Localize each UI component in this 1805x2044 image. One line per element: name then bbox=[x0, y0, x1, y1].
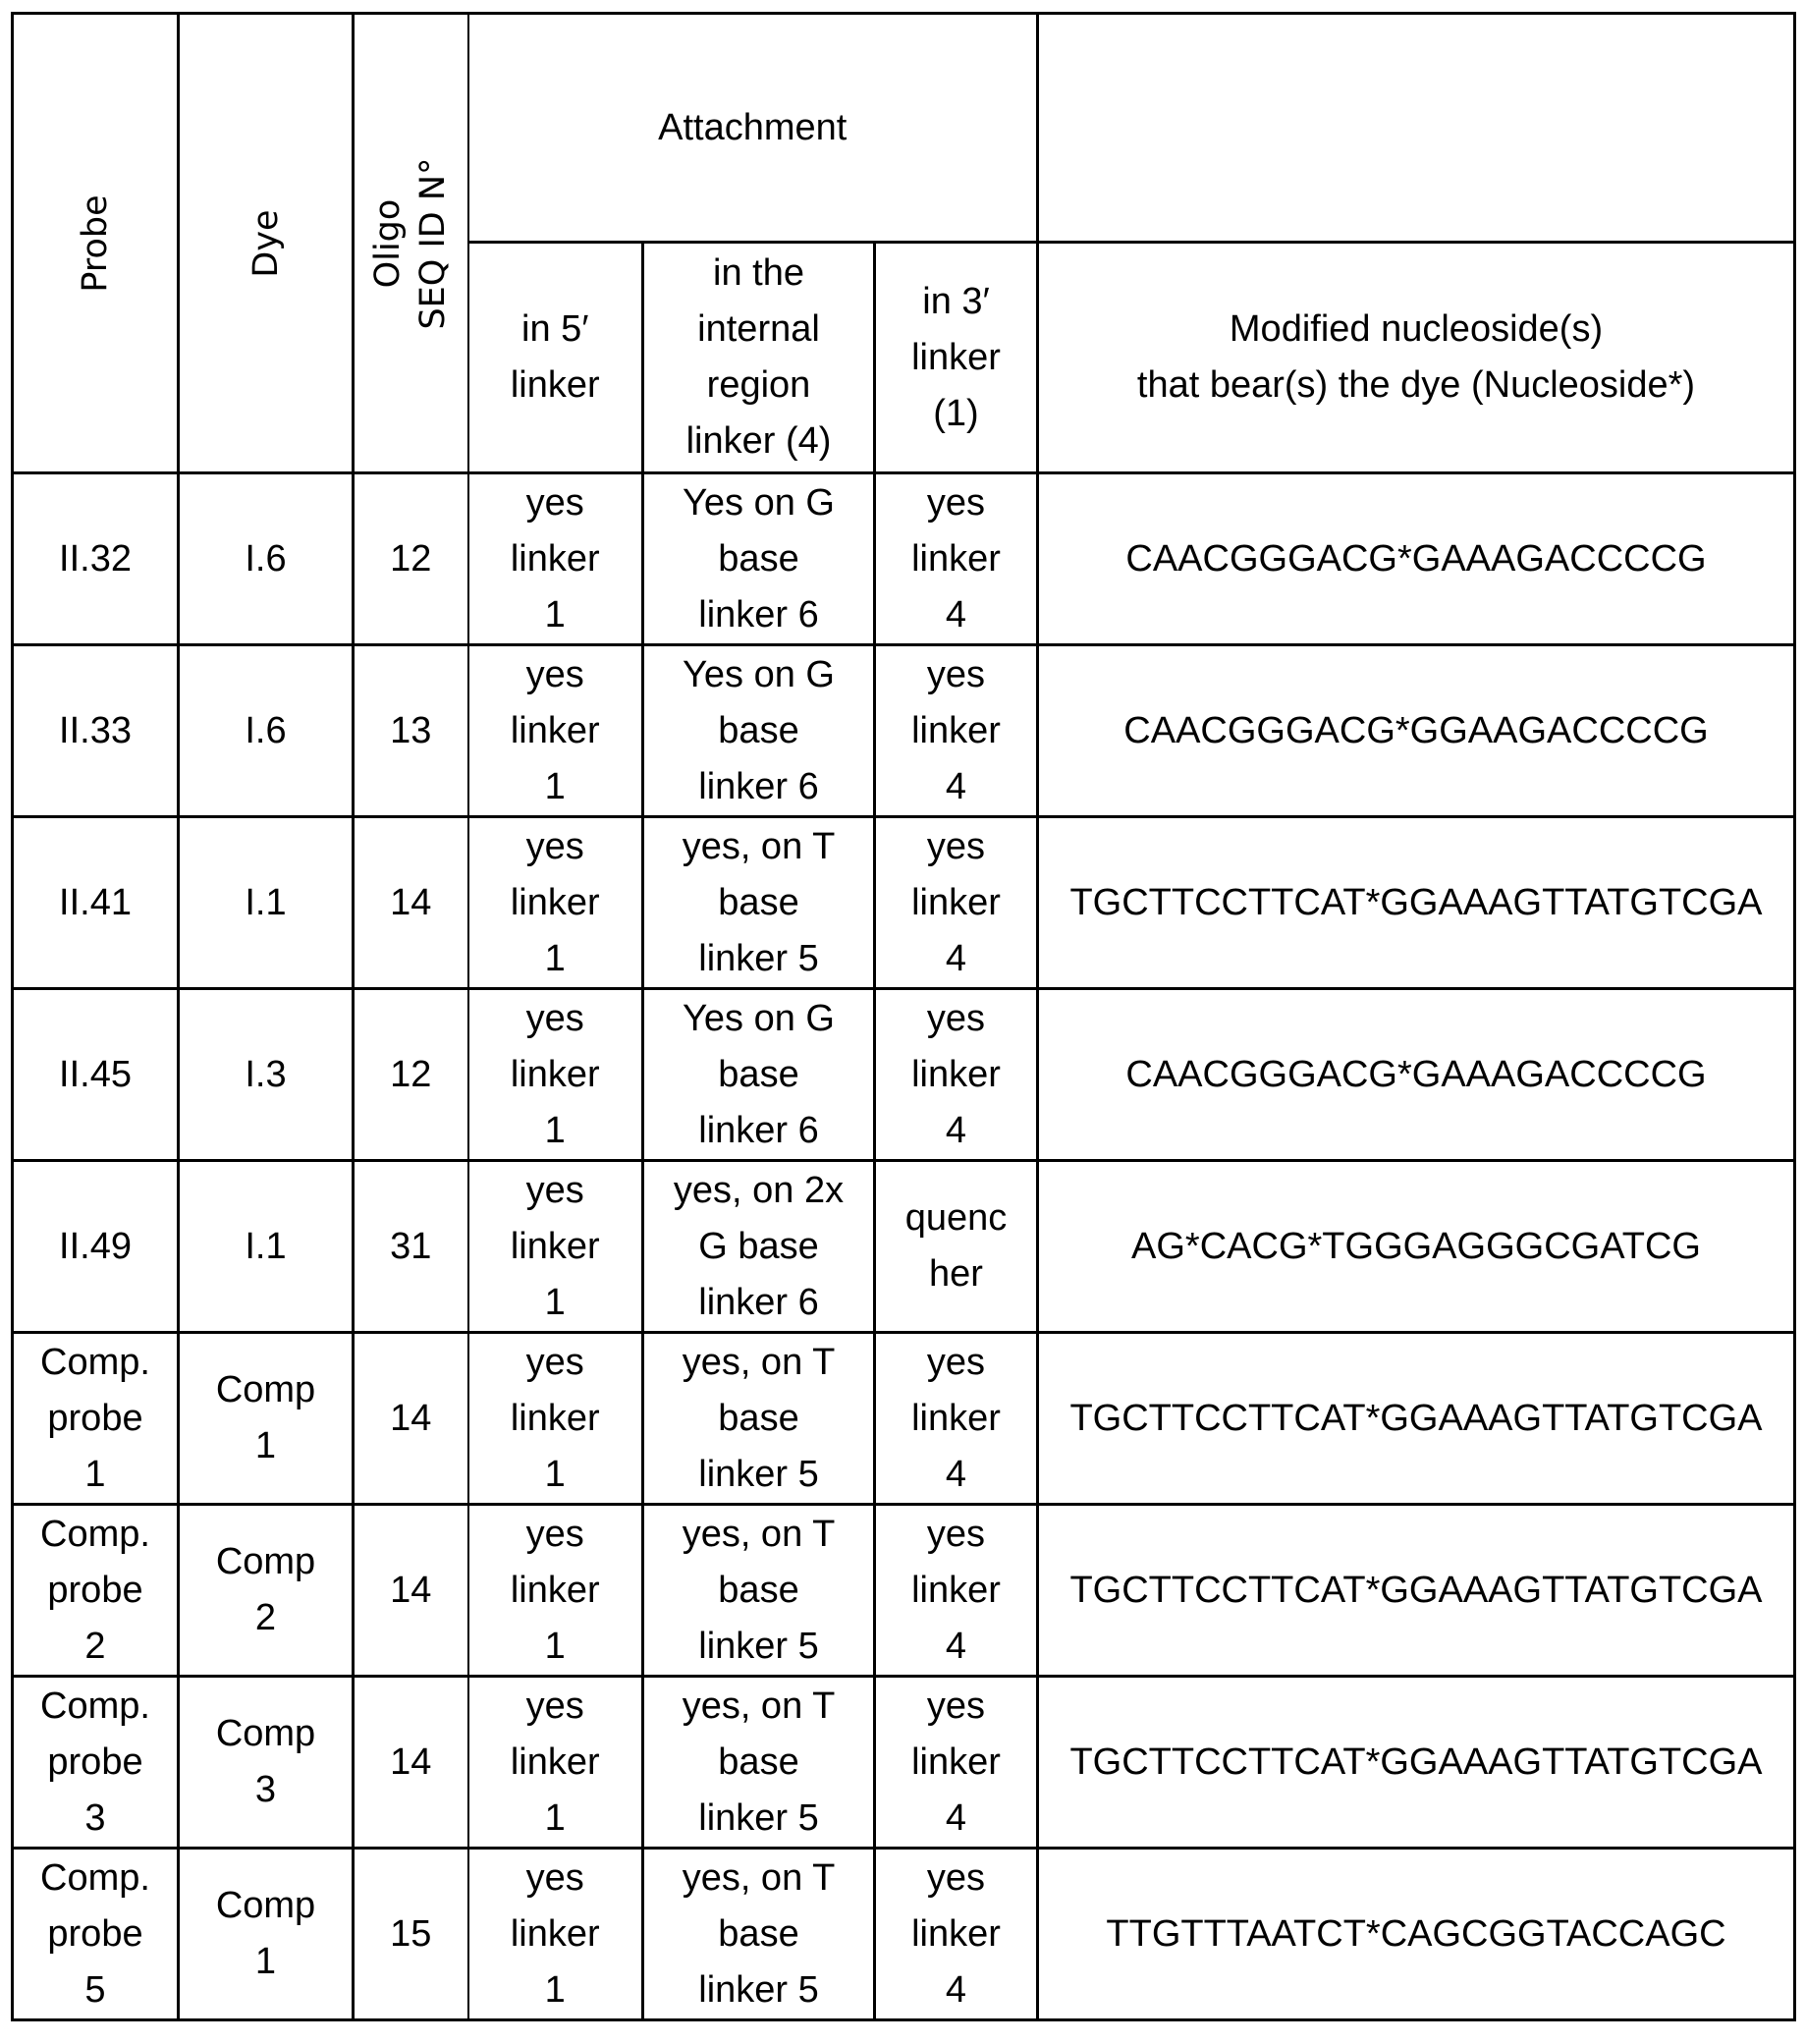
table-row bbox=[13, 645, 1795, 817]
cell-seq-id bbox=[354, 1505, 468, 1677]
header-blank bbox=[1038, 14, 1795, 243]
cell-sequence bbox=[1038, 1161, 1795, 1333]
table-row bbox=[13, 1161, 1795, 1333]
cell-probe bbox=[13, 1161, 179, 1333]
probe-value: Comp. probe 3 bbox=[40, 1685, 150, 1839]
in3-value: yes linker 4 bbox=[911, 825, 1001, 979]
probe-value: II.45 bbox=[59, 1053, 132, 1095]
cell-internal bbox=[643, 1505, 875, 1677]
cell-in5 bbox=[468, 473, 643, 645]
in3-value: quenc her bbox=[904, 1197, 1008, 1295]
cell-probe bbox=[13, 1333, 179, 1505]
sequence-value: TGCTTCCTTCAT*GGAAAGTTATGTCGA bbox=[1069, 1740, 1763, 1783]
header-oligo-label bbox=[365, 157, 456, 329]
header-row-top bbox=[13, 14, 1795, 243]
table-row bbox=[13, 817, 1795, 989]
header-modified bbox=[1038, 243, 1795, 473]
in5-value: yes linker 1 bbox=[510, 1685, 600, 1839]
internal-value: yes, on T base linker 5 bbox=[682, 1685, 836, 1839]
in5-value: yes linker 1 bbox=[510, 481, 600, 635]
probe-table bbox=[11, 12, 1796, 2021]
sequence-value: TTGTTTAATCT*CAGCGGTACCAGC bbox=[1106, 1912, 1726, 1955]
seq-id-value: 14 bbox=[390, 1397, 432, 1439]
cell-internal bbox=[643, 817, 875, 989]
cell-dye bbox=[179, 1849, 354, 2020]
table-row bbox=[13, 989, 1795, 1161]
cell-in3 bbox=[875, 1677, 1038, 1849]
header-oligo-seq-id bbox=[354, 14, 468, 473]
seq-id-value: 14 bbox=[390, 1569, 432, 1611]
sequence-value: CAACGGGACG*GAAAGACCCCG bbox=[1125, 1053, 1707, 1095]
cell-dye bbox=[179, 1161, 354, 1333]
cell-sequence bbox=[1038, 1849, 1795, 2020]
header-in3 bbox=[875, 243, 1038, 473]
in3-value: yes linker 4 bbox=[911, 1341, 1001, 1495]
cell-in3 bbox=[875, 1161, 1038, 1333]
in5-value: yes linker 1 bbox=[510, 653, 600, 807]
sequence-value: TGCTTCCTTCAT*GGAAAGTTATGTCGA bbox=[1069, 1397, 1763, 1439]
cell-in5 bbox=[468, 1505, 643, 1677]
header-internal bbox=[643, 243, 875, 473]
header-internal-label: in the internal region linker (4) bbox=[685, 252, 832, 463]
header-probe-label: Probe bbox=[76, 193, 115, 293]
in5-value: yes linker 1 bbox=[510, 1341, 600, 1495]
dye-value: I.1 bbox=[245, 881, 287, 923]
cell-probe bbox=[13, 473, 179, 645]
table-row bbox=[13, 473, 1795, 645]
internal-value: yes, on T base linker 5 bbox=[682, 1856, 836, 2011]
seq-id-value: 14 bbox=[390, 881, 432, 923]
internal-value: Yes on G base linker 6 bbox=[683, 997, 835, 1151]
sequence-value: CAACGGGACG*GGAAGACCCCG bbox=[1123, 709, 1709, 751]
cell-internal bbox=[643, 1677, 875, 1849]
seq-id-value: 15 bbox=[390, 1912, 432, 1955]
in5-value: yes linker 1 bbox=[510, 825, 600, 979]
cell-internal bbox=[643, 1161, 875, 1333]
probe-value: Comp. probe 5 bbox=[40, 1856, 150, 2011]
probe-value: II.32 bbox=[59, 537, 132, 580]
cell-in3 bbox=[875, 1505, 1038, 1677]
seq-id-value: 31 bbox=[390, 1225, 432, 1267]
dye-value: Comp 2 bbox=[215, 1541, 316, 1638]
cell-dye bbox=[179, 1505, 354, 1677]
cell-sequence bbox=[1038, 473, 1795, 645]
dye-value: I.1 bbox=[245, 1225, 287, 1267]
cell-probe bbox=[13, 1849, 179, 2020]
cell-probe bbox=[13, 645, 179, 817]
cell-in5 bbox=[468, 1161, 643, 1333]
header-in5-label: in 5′ linker bbox=[510, 308, 600, 407]
internal-value: yes, on T base linker 5 bbox=[682, 1513, 836, 1667]
in3-value: yes linker 4 bbox=[911, 1685, 1001, 1839]
cell-dye bbox=[179, 817, 354, 989]
cell-seq-id bbox=[354, 817, 468, 989]
in5-value: yes linker 1 bbox=[510, 1856, 600, 2011]
cell-internal bbox=[643, 473, 875, 645]
cell-dye bbox=[179, 1677, 354, 1849]
cell-sequence bbox=[1038, 817, 1795, 989]
cell-seq-id bbox=[354, 473, 468, 645]
cell-seq-id bbox=[354, 1333, 468, 1505]
header-in5 bbox=[468, 243, 643, 473]
seq-id-value: 12 bbox=[390, 1053, 432, 1095]
header-dye-label: Dye bbox=[246, 208, 286, 278]
probe-value: II.49 bbox=[59, 1225, 132, 1267]
sequence-value: AG*CACG*TGGGAGGGCGATCG bbox=[1131, 1225, 1701, 1267]
cell-dye bbox=[179, 473, 354, 645]
cell-probe bbox=[13, 989, 179, 1161]
dye-value: I.6 bbox=[245, 537, 287, 580]
cell-in5 bbox=[468, 645, 643, 817]
cell-in3 bbox=[875, 817, 1038, 989]
cell-internal bbox=[643, 989, 875, 1161]
cell-sequence bbox=[1038, 989, 1795, 1161]
header-modified-label: Modified nucleoside(s) that bear(s) the dye (Nucleoside*) bbox=[1136, 308, 1696, 407]
cell-in5 bbox=[468, 1333, 643, 1505]
header-dye bbox=[179, 14, 354, 473]
cell-dye bbox=[179, 645, 354, 817]
cell-in3 bbox=[875, 1333, 1038, 1505]
cell-sequence bbox=[1038, 1677, 1795, 1849]
dye-value: I.3 bbox=[245, 1053, 287, 1095]
cell-probe bbox=[13, 1505, 179, 1677]
in3-value: yes linker 4 bbox=[911, 481, 1001, 635]
cell-sequence bbox=[1038, 1505, 1795, 1677]
cell-seq-id bbox=[354, 989, 468, 1161]
internal-value: yes, on T base linker 5 bbox=[682, 1341, 836, 1495]
in3-value: yes linker 4 bbox=[911, 653, 1001, 807]
in3-value: yes linker 4 bbox=[911, 1513, 1001, 1667]
sequence-value: TGCTTCCTTCAT*GGAAAGTTATGTCGA bbox=[1069, 881, 1763, 923]
internal-value: Yes on G base linker 6 bbox=[683, 653, 835, 807]
cell-in3 bbox=[875, 1849, 1038, 2020]
cell-in3 bbox=[875, 645, 1038, 817]
header-attachment-label: Attachment bbox=[658, 106, 848, 148]
dye-value: Comp 3 bbox=[215, 1713, 316, 1810]
seq-id-value: 13 bbox=[390, 709, 432, 751]
cell-seq-id bbox=[354, 1849, 468, 2020]
table-row bbox=[13, 1677, 1795, 1849]
dye-value: Comp 1 bbox=[215, 1369, 316, 1466]
probe-value: Comp. probe 2 bbox=[40, 1513, 150, 1667]
cell-seq-id bbox=[354, 645, 468, 817]
header-oligo-line2: SEQ ID N° bbox=[413, 156, 454, 330]
cell-probe bbox=[13, 817, 179, 989]
cell-seq-id bbox=[354, 1161, 468, 1333]
cell-sequence bbox=[1038, 1333, 1795, 1505]
header-attachment bbox=[468, 14, 1038, 243]
cell-in3 bbox=[875, 989, 1038, 1161]
cell-dye bbox=[179, 989, 354, 1161]
cell-internal bbox=[643, 645, 875, 817]
probe-value: II.33 bbox=[59, 709, 132, 751]
cell-in3 bbox=[875, 473, 1038, 645]
cell-seq-id bbox=[354, 1677, 468, 1849]
in5-value: yes linker 1 bbox=[510, 997, 600, 1151]
in3-value: yes linker 4 bbox=[911, 1856, 1001, 2011]
header-oligo-line1: Oligo bbox=[368, 198, 409, 288]
in3-value: yes linker 4 bbox=[911, 997, 1001, 1151]
cell-in5 bbox=[468, 989, 643, 1161]
dye-value: Comp 1 bbox=[215, 1885, 316, 1982]
sequence-value: CAACGGGACG*GAAAGACCCCG bbox=[1125, 537, 1707, 580]
internal-value: Yes on G base linker 6 bbox=[683, 481, 835, 635]
in5-value: yes linker 1 bbox=[510, 1169, 600, 1323]
cell-in5 bbox=[468, 1677, 643, 1849]
probe-value: Comp. probe 1 bbox=[40, 1341, 150, 1495]
internal-value: yes, on T base linker 5 bbox=[682, 825, 836, 979]
cell-sequence bbox=[1038, 645, 1795, 817]
table-row bbox=[13, 1333, 1795, 1505]
seq-id-value: 14 bbox=[390, 1740, 432, 1783]
cell-probe bbox=[13, 1677, 179, 1849]
probe-value: II.41 bbox=[59, 881, 132, 923]
sequence-value: TGCTTCCTTCAT*GGAAAGTTATGTCGA bbox=[1069, 1569, 1763, 1611]
cell-in5 bbox=[468, 817, 643, 989]
dye-value: I.6 bbox=[245, 709, 287, 751]
internal-value: yes, on 2x G base linker 6 bbox=[673, 1169, 845, 1323]
cell-internal bbox=[643, 1849, 875, 2020]
cell-dye bbox=[179, 1333, 354, 1505]
header-probe bbox=[13, 14, 179, 473]
cell-internal bbox=[643, 1333, 875, 1505]
table-row bbox=[13, 1849, 1795, 2020]
header-in3-label: in 3′ linker (1) bbox=[911, 280, 1001, 434]
seq-id-value: 12 bbox=[390, 537, 432, 580]
in5-value: yes linker 1 bbox=[510, 1513, 600, 1667]
cell-in5 bbox=[468, 1849, 643, 2020]
table-row bbox=[13, 1505, 1795, 1677]
